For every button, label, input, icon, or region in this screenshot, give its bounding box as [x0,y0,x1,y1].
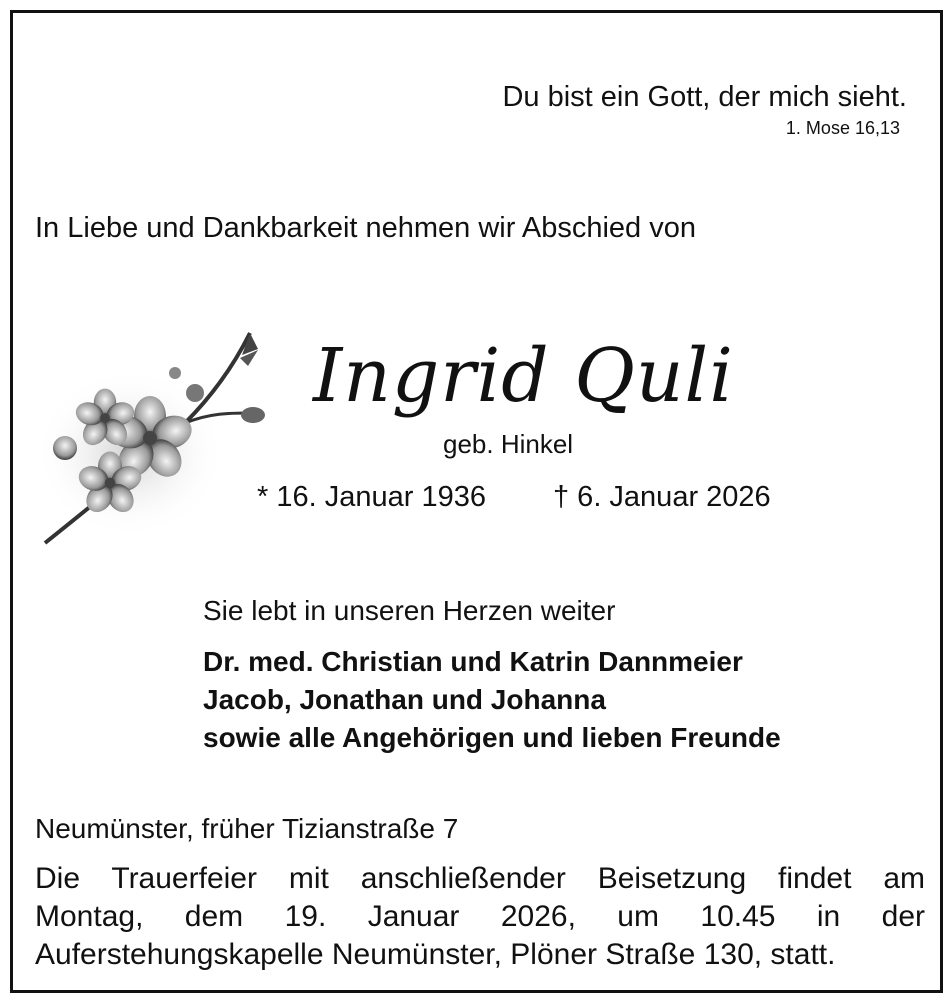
mourner-line: Jacob, Jonathan und Johanna [203,684,606,715]
intro-text: In Liebe und Dankbarkeit nehmen wir Abschied von [35,212,696,244]
mourner-line: sowie alle Angehörigen und lieben Freunde [203,722,781,753]
obituary-frame [10,10,943,993]
bible-reference: 1. Mose 16,13 [785,118,900,138]
deceased-name: Ingrid Quli [313,333,734,419]
funeral-service-text [35,860,925,974]
service-line: Auferstehungskapelle Neumünster, Plöner Straße 130, statt. [35,938,836,971]
birth-date: * 16. Januar 1936 [257,481,486,513]
memorial-line: Sie lebt in unseren Herzen weiter [203,595,616,626]
death-date: † 6. Januar 2026 [553,481,771,513]
maiden-name: geb. Hinkel [443,429,574,459]
address-line: Neumünster, früher Tizianstraße 7 [35,813,459,844]
service-line: Montag, dem 19. Januar 2026, um 10.45 in der [35,900,925,933]
service-line: Die Trauerfeier mit anschließender Beisetzung findet am [35,862,925,895]
mourner-line: Dr. med. Christian und Katrin Dannmeier [203,646,743,677]
bible-quote: Du bist ein Gott, der mich sieht. [502,81,907,113]
cherry-blossom-icon [35,313,275,563]
